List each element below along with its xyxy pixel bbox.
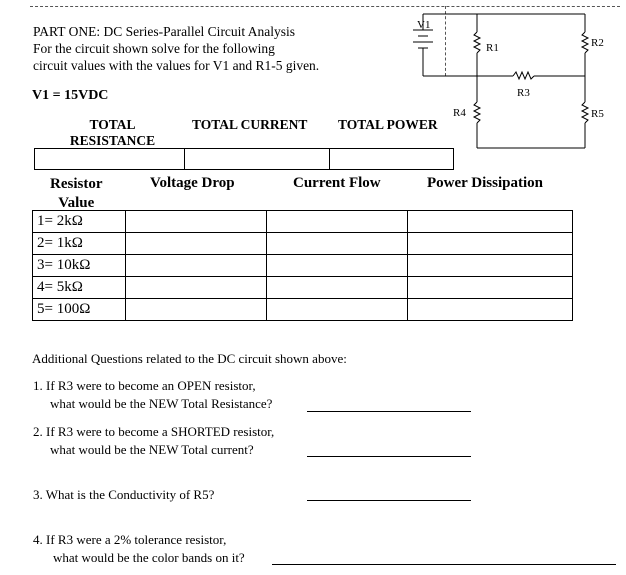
questions-heading: Additional Questions related to the DC circuit shown above:	[32, 351, 347, 366]
voltage-drop-cell[interactable]	[126, 299, 267, 321]
voltage-drop-cell[interactable]	[126, 255, 267, 277]
resistor-header-1: Resistor	[50, 176, 103, 192]
current-flow-cell[interactable]	[267, 277, 408, 299]
table-row	[33, 211, 573, 233]
power-dissipation-cell[interactable]	[408, 277, 573, 299]
power-dissipation-cell[interactable]	[408, 255, 573, 277]
current-flow-cell[interactable]	[267, 211, 408, 233]
question-4-line-2: what would be the color bands on it?	[53, 550, 245, 565]
r1-zigzag	[474, 32, 480, 53]
question-4	[33, 531, 245, 567]
resistor-value-cell: 4= 5kΩ	[33, 277, 126, 299]
power-dissipation-cell[interactable]	[408, 211, 573, 233]
question-1-line-1: 1. If R3 were to become an OPEN resistor,	[33, 378, 256, 393]
source-voltage: V1 = 15VDC	[32, 88, 109, 103]
question-4-line-1: 4. If R3 were a 2% tolerance resistor,	[33, 532, 227, 547]
r2-zigzag	[582, 32, 588, 53]
resistor-header-2: Value	[58, 195, 95, 211]
intro-line-1: PART ONE: DC Series-Parallel Circuit Analysis	[33, 24, 296, 39]
question-2	[33, 423, 274, 459]
resistor-value-cell: 5= 100Ω	[33, 299, 126, 321]
answer-line-2[interactable]	[307, 456, 471, 457]
question-2-line-2: what would be the NEW Total current?	[50, 442, 254, 457]
question-1	[33, 377, 272, 413]
total-power-header: TOTAL POWER	[338, 117, 438, 132]
current-flow-cell[interactable]	[267, 233, 408, 255]
label-r3: R3	[517, 87, 530, 99]
current-flow-header: Current Flow	[293, 175, 381, 191]
answer-line-1[interactable]	[307, 411, 471, 412]
power-dissipation-header: Power Dissipation	[427, 175, 543, 191]
resistor-table	[32, 210, 573, 321]
current-flow-cell[interactable]	[267, 299, 408, 321]
label-r1: R1	[486, 42, 499, 54]
resistor-value-header	[50, 175, 103, 213]
answer-line-3[interactable]	[307, 500, 471, 501]
question-3: 3. What is the Conductivity of R5?	[33, 487, 215, 502]
voltage-drop-cell[interactable]	[126, 211, 267, 233]
label-v1: V1	[417, 19, 431, 31]
resistor-value-cell: 2= 1kΩ	[33, 233, 126, 255]
r3-zigzag	[513, 72, 534, 79]
total-power-answer-box[interactable]	[329, 148, 454, 170]
table-row	[33, 233, 573, 255]
intro-line-2: For the circuit shown solve for the following	[33, 41, 275, 56]
voltage-drop-cell[interactable]	[126, 233, 267, 255]
label-r5: R5	[591, 108, 604, 120]
table-row	[33, 277, 573, 299]
r4-zigzag	[474, 102, 480, 123]
power-dissipation-cell[interactable]	[408, 233, 573, 255]
total-current-answer-box[interactable]	[184, 148, 330, 170]
question-1-line-2: what would be the NEW Total Resistance?	[50, 396, 273, 411]
label-r2: R2	[591, 37, 604, 49]
voltage-drop-cell[interactable]	[126, 277, 267, 299]
total-resistance-answer-box[interactable]	[34, 148, 185, 170]
intro-line-3: circuit values with the values for V1 and R1-5 given.	[33, 58, 320, 73]
total-resistance-header	[50, 117, 175, 149]
voltage-drop-header: Voltage Drop	[150, 175, 235, 191]
table-row	[33, 255, 573, 277]
resistor-value-cell: 3= 10kΩ	[33, 255, 126, 277]
label-r4: R4	[453, 107, 466, 119]
r5-zigzag	[582, 102, 588, 123]
power-dissipation-cell[interactable]	[408, 299, 573, 321]
total-resistance-label-2: RESISTANCE	[69, 133, 156, 148]
question-2-line-1: 2. If R3 were to become a SHORTED resistor,	[33, 424, 275, 439]
current-flow-cell[interactable]	[267, 255, 408, 277]
table-row	[33, 299, 573, 321]
total-resistance-label-1: TOTAL	[89, 117, 136, 132]
resistor-value-cell: 1= 2kΩ	[33, 211, 126, 233]
answer-line-4[interactable]	[272, 564, 616, 565]
total-current-header: TOTAL CURRENT	[192, 117, 308, 132]
